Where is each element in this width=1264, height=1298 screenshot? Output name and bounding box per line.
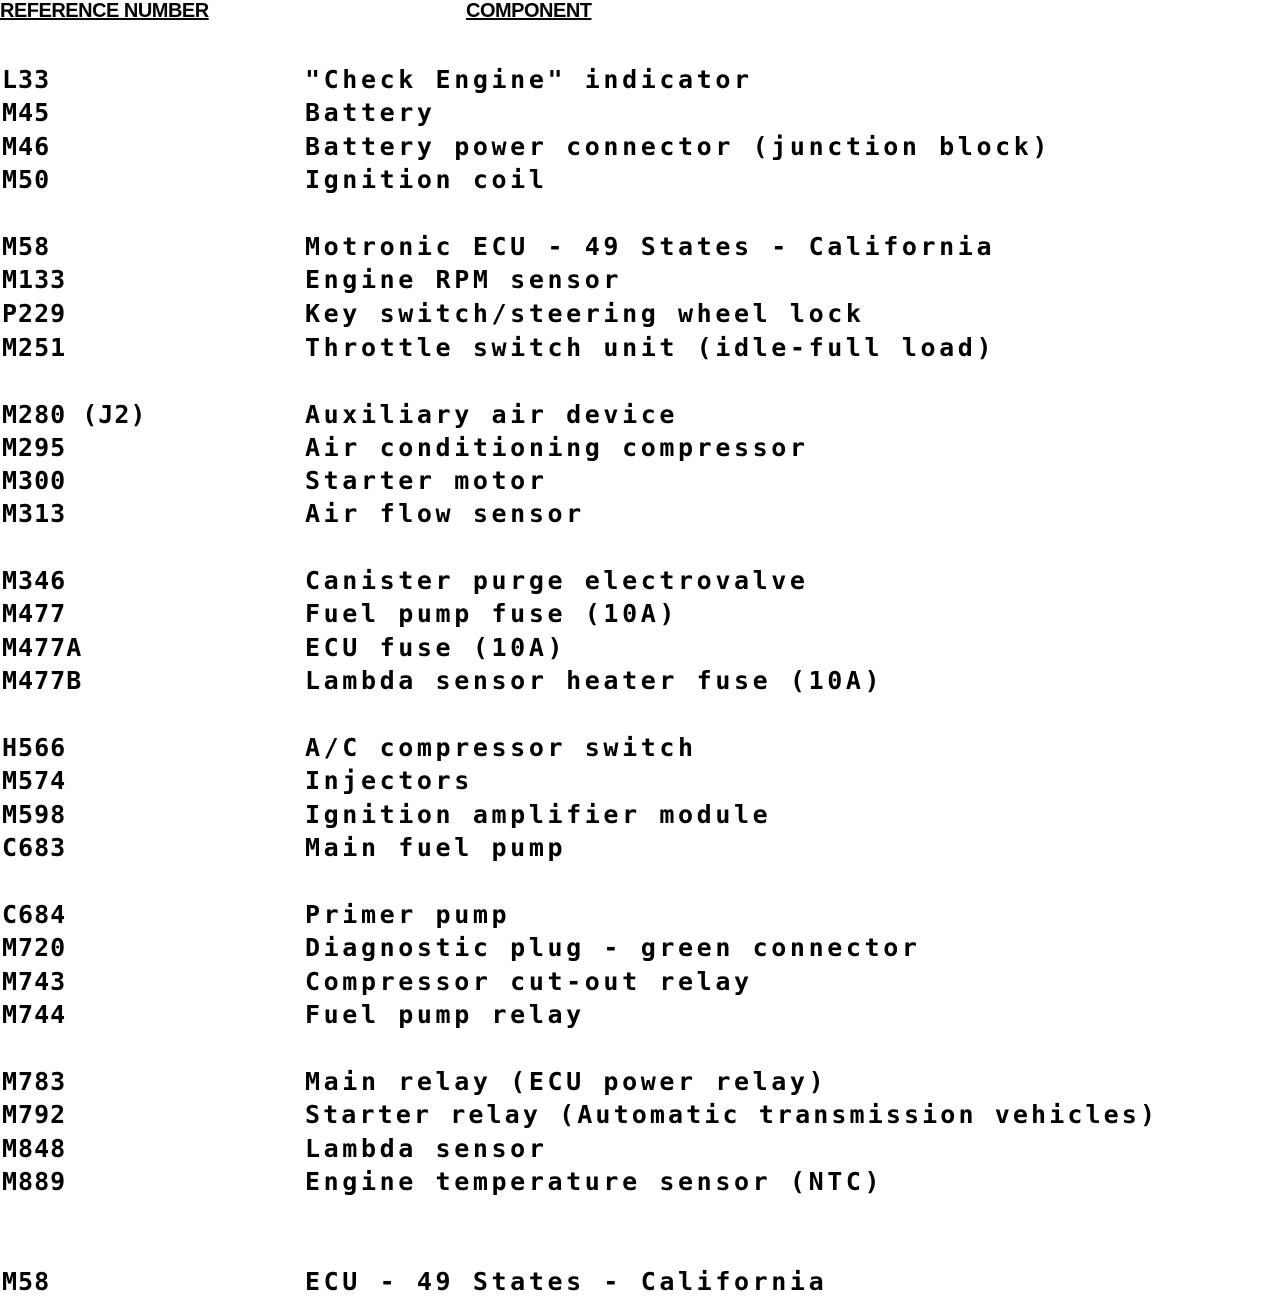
- table-row: [0, 764, 1264, 797]
- reference-number: M783: [2, 1067, 67, 1096]
- reference-number: C684: [2, 900, 67, 929]
- component-name: Engine RPM sensor: [305, 265, 623, 294]
- table-row: [0, 497, 1264, 530]
- component-name: Fuel pump relay: [305, 1000, 585, 1029]
- table-row: [0, 130, 1264, 163]
- component-name: Key switch/steering wheel lock: [305, 299, 865, 328]
- component-name: Compressor cut-out relay: [305, 967, 753, 996]
- reference-number: M133: [2, 265, 67, 294]
- component-name: Battery power connector (junction block): [305, 132, 1052, 161]
- table-row: [0, 63, 1264, 96]
- reference-number: M50: [2, 165, 51, 194]
- table-row: [0, 1265, 1264, 1298]
- table-row: [0, 1098, 1264, 1131]
- reference-number: M598: [2, 800, 67, 829]
- table-row: [0, 798, 1264, 831]
- component-name: ECU - 49 States - California: [305, 1267, 828, 1296]
- component-name: Primer pump: [305, 900, 511, 929]
- component-name: Starter motor: [305, 466, 548, 495]
- reference-number: M848: [2, 1134, 67, 1163]
- table-row: [0, 297, 1264, 330]
- reference-number: M477A: [2, 633, 83, 662]
- table-row: [0, 398, 1264, 431]
- component-name: Lambda sensor: [305, 1134, 548, 1163]
- table-row: [0, 230, 1264, 263]
- table-row: [0, 464, 1264, 497]
- table-row: [0, 96, 1264, 129]
- reference-number: M251: [2, 333, 67, 362]
- reference-number: M58: [2, 1267, 51, 1296]
- table-row: [0, 931, 1264, 964]
- component-name: Main fuel pump: [305, 833, 567, 862]
- component-name: A/C compressor switch: [305, 733, 697, 762]
- reference-number: M720: [2, 933, 67, 962]
- table-row: [0, 731, 1264, 764]
- reference-number: M280 (J2): [2, 400, 147, 429]
- component-name: Air conditioning compressor: [305, 433, 809, 462]
- reference-number: H566: [2, 733, 67, 762]
- component-name: Battery: [305, 98, 436, 127]
- reference-number: L33: [2, 65, 51, 94]
- component-name: Air flow sensor: [305, 499, 585, 528]
- component-name: Starter relay (Automatic transmission vehicles): [305, 1100, 1159, 1129]
- table-row: [0, 664, 1264, 697]
- reference-number: P229: [2, 299, 67, 328]
- component-name: Engine temperature sensor (NTC): [305, 1167, 884, 1196]
- table-row: [0, 163, 1264, 196]
- component-name: Ignition coil: [305, 165, 548, 194]
- reference-number: M477B: [2, 666, 83, 695]
- table-row: [0, 831, 1264, 864]
- component-name: Lambda sensor heater fuse (10A): [305, 666, 884, 695]
- reference-number: C683: [2, 833, 67, 862]
- table-row: [0, 1065, 1264, 1098]
- component-name: Main relay (ECU power relay): [305, 1067, 828, 1096]
- reference-number: M300: [2, 466, 67, 495]
- component-name: Diagnostic plug - green connector: [305, 933, 921, 962]
- table-row: [0, 1132, 1264, 1165]
- table-row: [0, 564, 1264, 597]
- table-row: [0, 263, 1264, 296]
- table-row: [0, 431, 1264, 464]
- reference-number: M45: [2, 98, 51, 127]
- reference-number: M743: [2, 967, 67, 996]
- reference-number: M574: [2, 766, 67, 795]
- component-name: Motronic ECU - 49 States - California: [305, 232, 996, 261]
- reference-number-header: REFERENCE NUMBER: [0, 0, 209, 22]
- table-row: [0, 1165, 1264, 1198]
- reference-number: M889: [2, 1167, 67, 1196]
- table-row: [0, 965, 1264, 998]
- reference-number: M58: [2, 232, 51, 261]
- component-name: ECU fuse (10A): [305, 633, 567, 662]
- reference-number: M477: [2, 599, 67, 628]
- reference-number: M744: [2, 1000, 67, 1029]
- table-row: [0, 631, 1264, 664]
- reference-number: M313: [2, 499, 67, 528]
- table-row: [0, 597, 1264, 630]
- reference-number: M295: [2, 433, 67, 462]
- table-row: [0, 898, 1264, 931]
- component-name: Ignition amplifier module: [305, 800, 772, 829]
- component-name: Fuel pump fuse (10A): [305, 599, 679, 628]
- component-name: "Check Engine" indicator: [305, 65, 753, 94]
- reference-number: M46: [2, 132, 51, 161]
- component-name: Auxiliary air device: [305, 400, 679, 429]
- table-row: [0, 331, 1264, 364]
- reference-number: M346: [2, 566, 67, 595]
- component-name: Injectors: [305, 766, 473, 795]
- reference-number: M792: [2, 1100, 67, 1129]
- component-name: Canister purge electrovalve: [305, 566, 809, 595]
- table-row: [0, 998, 1264, 1031]
- component-name: Throttle switch unit (idle-full load): [305, 333, 996, 362]
- component-header: COMPONENT: [466, 0, 592, 22]
